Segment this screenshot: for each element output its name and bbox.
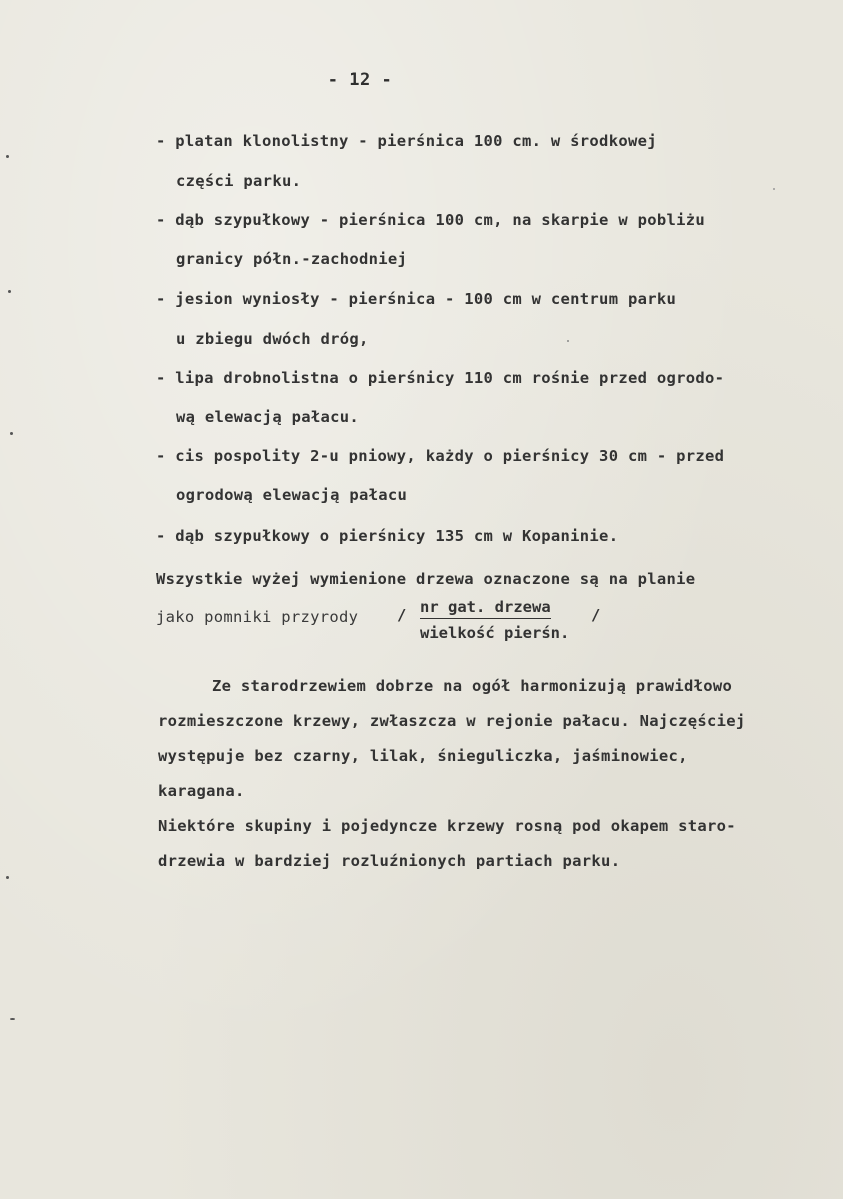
text-line-2: części parku. <box>176 172 302 190</box>
text-line-17: karagana. <box>158 782 245 800</box>
text-line-1: - platan klonolistny - pierśnica 100 cm. w środkowej <box>156 132 657 150</box>
text-line-6: u zbiegu dwóch dróg, <box>176 330 369 348</box>
text-line-5: - jesion wyniosły - pierśnica - 100 cm w centrum parku <box>156 290 677 308</box>
paper-speck <box>567 340 569 342</box>
text-line-18: Niektóre skupiny i pojedyncze krzewy rosną pod okapem staro- <box>158 817 736 835</box>
text-line-19: drzewia w bardziej rozluźnionych partiach parku. <box>158 852 621 870</box>
paper-speck <box>10 1018 15 1020</box>
text-line-4: granicy półn.-zachodniej <box>176 250 408 268</box>
text-line-10: ogrodową elewacją pałacu <box>176 486 408 504</box>
fraction-numerator: nr gat. drzewa <box>420 597 551 619</box>
paper-speck <box>8 290 11 293</box>
fraction-open-slash: / <box>397 606 407 624</box>
paper-speck <box>6 155 9 158</box>
paper-speck <box>6 876 9 879</box>
text-line-3: - dąb szypułkowy - pierśnica 100 cm, na skarpie w pobliżu <box>156 211 706 229</box>
text-line-11: - dąb szypułkowy o pierśnicy 135 cm w Kopaninie. <box>156 527 619 545</box>
text-line-16: występuje bez czarny, lilak, śnieguliczka, jaśminowiec, <box>158 747 688 765</box>
text-line-13: jako pomniki przyrody <box>156 608 359 626</box>
text-line-7: - lipa drobnolistna o pierśnicy 110 cm rośnie przed ogrodo- <box>156 369 725 387</box>
page-number: - 12 - <box>327 70 393 90</box>
fraction-close-slash: / <box>591 606 601 624</box>
text-line-8: wą elewacją pałacu. <box>176 408 360 426</box>
paper-speck <box>10 432 13 435</box>
fraction-denominator: wielkość pierśn. <box>420 624 570 642</box>
text-line-14: Ze starodrzewiem dobrze na ogół harmonizują prawidłowo <box>212 677 733 695</box>
text-line-9: - cis pospolity 2-u pniowy, każdy o pierśnicy 30 cm - przed <box>156 447 725 465</box>
paper-speck <box>773 188 775 190</box>
text-line-12: Wszystkie wyżej wymienione drzewa oznaczone są na planie <box>156 570 696 588</box>
text-line-15: rozmieszczone krzewy, zwłaszcza w rejonie pałacu. Najczęściej <box>158 712 746 730</box>
